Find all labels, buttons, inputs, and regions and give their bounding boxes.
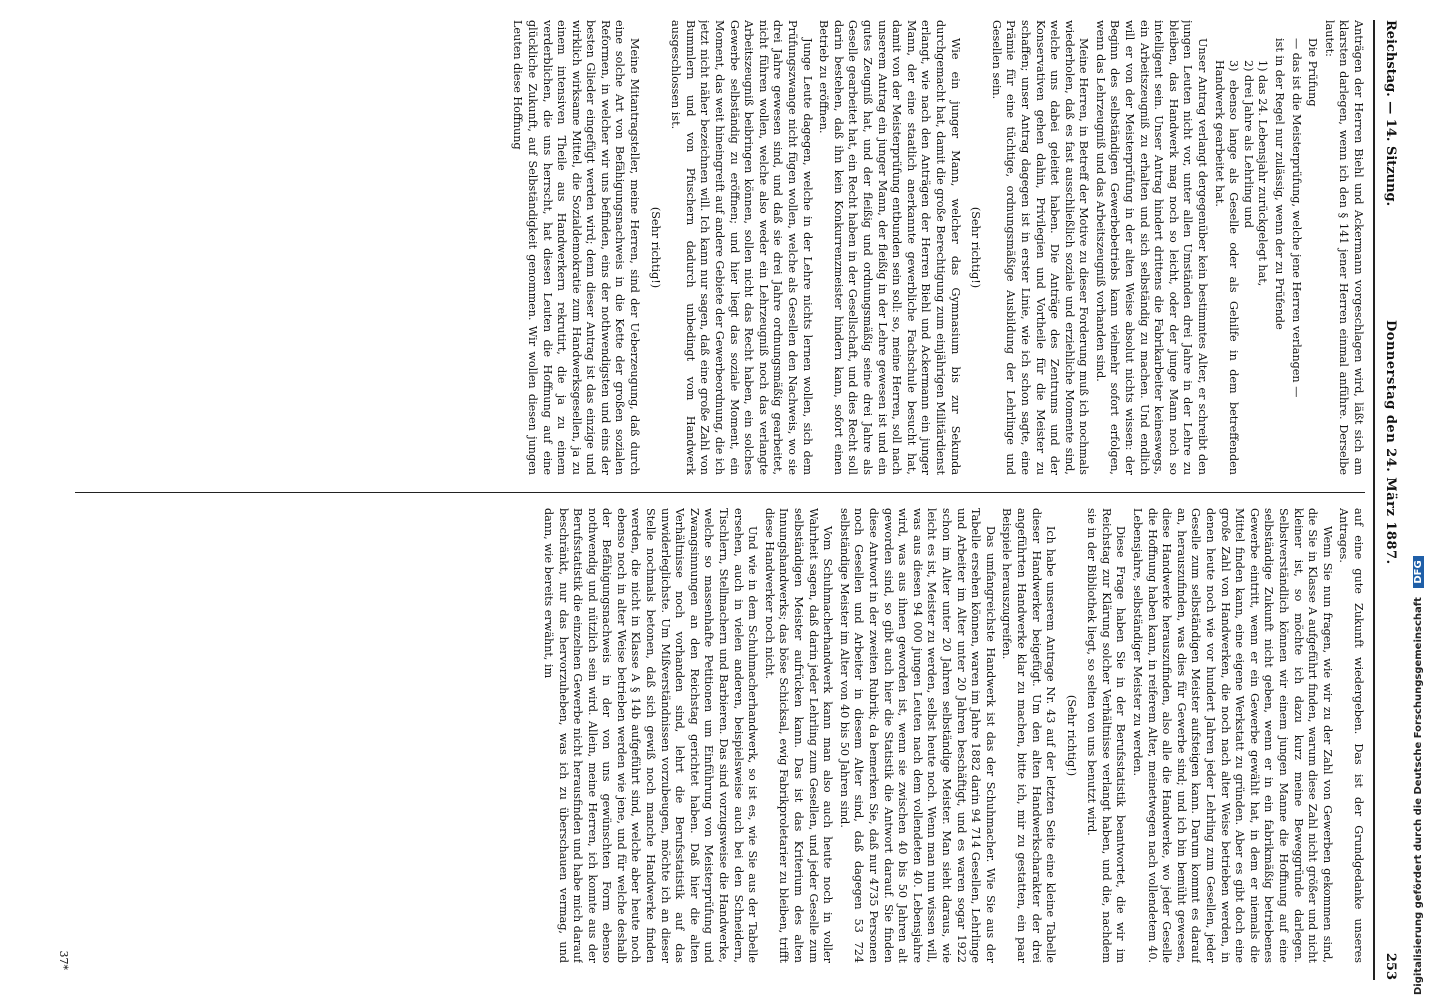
dfg-credit-text: Digitalisierung gefördert durch die Deutsche Forschungsgemeinschaft xyxy=(1413,597,1424,995)
dfg-logo: DFG xyxy=(1413,556,1424,587)
right-column xyxy=(75,508,1365,963)
list-item: 2) drei Jahre als Lehrling und xyxy=(1241,60,1255,228)
paragraph: auf eine gute Zukunft wiedergeben. Das ist der Grundgedanke unseres Antrages. xyxy=(1337,508,1365,963)
paragraph: Ich habe unserem Antrage Nr. 43 auf der letzten Seite eine kleine Tabelle dieser Handwerker beigefügt. Um den alten Handwerkscharakter der drei angeführten Handwerke klar zu machen, bitte ich, mir zu gestatten, ein paar Beispiele herauszugreifen. xyxy=(1000,508,1058,963)
left-column xyxy=(75,20,1365,475)
interjection: (Sehr richtig!) xyxy=(1064,694,1078,777)
running-header xyxy=(1373,20,1405,980)
list-item: 1) das 24. Lebensjahr zurückgelegt hat, xyxy=(1256,60,1270,287)
paragraph: Das umfangreichste Handwerk ist das der Schuhmacher. Wie Sie aus der Tabelle ersehen können, waren im Jahre 1882 darin 94 714 Gesellen, Lehrlinge und Arbeiter im Alter unter 20 Jahren beschäftigt, und es waren sogar 1922 schon im Alter unter 20 Jahren selbständige Meister. Man sieht daraus, wie leicht es ist, Meister zu werden, selbst heute noch. Wenn man nun wissen will, was aus diesen 94 000 jungen Leuten nach dem vollendeten 40. Lebensjahre wird, was aus ihnen geworden ist, wenn sie zwischen 40 bis 50 Jahren alt geworden sind, so gibt auch hier die Statistik die Antwort darauf. Sie finden diese Antwort in der zweiten Rubrik; da bemerken Sie, daß nur 4735 Personen noch Gesellen und Arbeiter in diesem Alter sind, daß dagegen 53 724 selbständige Meister im Alter von 40 bis 50 Jahren sind. xyxy=(837,508,997,963)
column-divider xyxy=(75,492,1365,493)
paragraph: Junge Leute dagegen, welche in der Lehre nichts lernen wollen, sich dem Prüfungszwange nicht fügen wollen, welche als Gesellen den Nachweis, wo sie drei Jahre gewesen sind, und daß sie drei Jahre ordnungsmäßig gearbeitet, nicht führen wollen, welche also weder ein Lehrzeugniß noch das verlangte Arbeitszeugniß beibringen können, sollen nicht das Recht haben, ein solches Gewerbe selbständig zu eröffnen; und hier liegt das soziale Moment, ein Moment, das weit hineingreift auf andere Gebiete der Gewerbeordnung, die ich jetzt nicht näher bezeichnen will. Ich kann nur sagen, daß eine große Zahl von Bummlern und von Pfuschern dadurch unbedingt vom Handwerk ausgeschlossen ist. xyxy=(669,20,814,475)
dfg-side-mark xyxy=(1413,5,1429,995)
numbered-list xyxy=(1211,20,1269,475)
header-session: Reichstag. — 14. Sitzung. xyxy=(1383,20,1398,207)
paragraph: Und wie in dem Schuhmacherhandwerk, so ist es, wie Sie aus der Tabelle ersehen, auch in vielen anderen, beispielsweise auch bei den Schneidern, Tischlern, Stellmachern und Barbieren. Das sind vorzugsweise die Handwerke, welche so massenhafte Petitionen um Einführung von Meisterprüfung und Zwangsinnungen an den Reichstag gerichtet haben. Daß hier die alten Verhältnisse noch vorhanden sind, lehrt die Berufsstatistik auf das unwiderleglichste. Um Mißverständnissen vorzubeugen, möchte ich an dieser Stelle nochmals betonen, daß sich gewiß noch manche Handwerke finden werden, die nicht in Klasse A § 14b aufgeführt sind, welche aber heute noch ebenso noch in alter Weise betrieben werden wie jene, und für welche deshalb der Befähigungsnachweis in der von uns gewünschten Form ebenso nothwendig und nützlich sein wird. Allein, meine Herren, ich konnte aus der Berufsstatistik die einzelnen Gewerbe nicht herausfinden und habe mich darauf beschränkt, nur das hervorzuheben, was ich zu überschauen vermag, und dann, wie bereits erwähnt, im xyxy=(541,508,760,963)
paragraph: Meine Herren, in Betreff der Motive zu dieser Forderung muß ich nochmals wiederholen, daß es fast ausschließlich soziale und erziehliche Momente sind, welche uns dabei geleitet haben. Die Anträge des Zentrums und der Konservativen gehen dahin, Privilegien und Vortheile für die Meister zu schaffen; unser Antrag dagegen ist in erster Linie, wie ich schon sagte, eine Prämie für eine tüchtige, ordnungsmäßige Ausbildung der Lehrlinge und Gesellen sein. xyxy=(989,20,1091,475)
list-item: 3) ebenso lange als Geselle oder als Gehilfe in dem betreffenden Handwerk gearbeitet hat. xyxy=(1212,60,1241,475)
paragraph: ist in der Regel nur zulässig, wenn der zu Prüfende xyxy=(1273,38,1287,330)
interjection: (Sehr richtig!) xyxy=(969,206,983,289)
paragraph: Anträgen der Herren Biehl und Ackermann vorgeschlagen wird, läßt sich am klarsten darlegen, wenn ich den § 141 jener Herren einmal anführe. Derselbe lautet: xyxy=(1322,20,1365,475)
page-number: 253 xyxy=(1383,952,1398,980)
paragraph: Vom Schuhmacherhandwerk kann man also auch heute noch in voller Wahrheit sagen, daß darin jeder Lehrling zum Gesellen, und jeder Geselle zum selbständigen Meister aufrücken kann. Das ist das Kriterium des alten Innungshandwerks; das böse Schicksal, ewig Fabrikproletarier zu bleiben, trifft diese Handwerker noch nicht. xyxy=(762,508,835,963)
signature-mark: 37* xyxy=(56,950,70,970)
paragraph: — das ist die Meisterprüfung, welche jene Herren verlangen — xyxy=(1289,38,1303,398)
paragraph: Die Prüfung xyxy=(1306,38,1320,107)
paragraph: Wie ein junger Mann, welcher das Gymnasium bis zur Sekunda durchgemacht hat, damit die große Berechtigung zum einjährigen Militärdienst erlangt, wie nach den Anträgen der Herren Biehl und Ackermann ein junger Mann, der eine staatlich anerkannte gewerbliche Fachschule besucht hat, damit von der Meisterprüfung entbunden sein soll: so, meine Herren, soll nach unserem Antrag ein junger Mann, der fleißig in der Lehre gewesen ist und ein gutes Zeugniß hat, und der fleißig und ordnungsmäßig seine drei Jahre als Geselle gearbeitet hat, ein Recht haben in der Gesellschaft, und dies Recht soll darin bestehen, daß ihn kein Konkurrenzmeister hindern kann, sofort einen Betrieb zu eröffnen. xyxy=(817,20,962,475)
interjection: (Sehr richtig!) xyxy=(648,206,662,289)
paragraph: Wenn Sie nun fragen, wie wir zu der Zahl von Gewerben gekommen sind, die Sie in Klasse A aufgeführt finden, warum diese Zahl nicht größer und nicht kleiner ist, so möchte ich dazu kurz meine Beweggründe darlegen. Selbstverständlich können wir einem jungen Manne die Hoffnung auf eine selbständige Zukunft nicht geben, wenn er in ein fabrikmäßig betriebenes Gewerbe eintritt, wenn er ein Gewerbe gewählt hat, in dem er niemals die Mittel finden kann, eine eigene Werkstatt zu gründen. Aber es gibt doch eine große Zahl von Handwerken, die noch nach alter Weise betrieben werden, in denen heute noch wie vor hundert Jahren jeder Lehrling zum Gesellen, jeder Geselle zum selbständigen Meister aufsteigen kann. Darum kommt es darauf an, herauszufinden, was dies für Gewerbe sind; und ich bin bemüht gewesen, diese Handwerke herauszufinden, also alle die Handwerke, wo jeder Geselle die Hoffnung haben kann, in reiferem Alter, meinetwegen nach vollendetem 40. Lebensjahre, selbständiger Meister zu werden. xyxy=(1131,508,1334,963)
paragraph: Unser Antrag verlangt dergegenüber kein bestimmtes Alter, er schreibt den jungen Leuten nicht vor, unter allen Umständen drei Jahre in der Lehre zu bleiben, das Handwerk mag noch so leicht, oder der junge Mann noch so intelligent sein. Unser Antrag hindert drittens die Fabrikarbeiter keineswegs, ein Arbeitszeugniß zu erhalten und sich selbständig zu machen. Und endlich will er von der Meisterprüfung in der alten Weise absolut nichts wissen: der Beginn des selbständigen Gewerbebetriebs kann vielmehr sofort erfolgen, wenn das Lehrzeugniß und das Arbeitszeugniß vorhanden sind. xyxy=(1093,20,1210,475)
rotated-page xyxy=(55,20,1405,980)
paragraph: Meine Mitantragsteller, meine Herren, sind der Ueberzeugung, daß durch eine solche Art von Befähigungsnachweis in die Kette der großen sozialen Reformen, in welcher wir uns befinden, eins der nothwendigsten und eins der besten Glieder eingefügt werden wird; denn dieser Antrag ist das einzige und wirklich wirksame Mittel, die Sozialdemokratie zum Handwerksgesellen, ja zu einem intensiven Theile aus Handwerkern rekrutirt, die ja zu einem verderblichen, die uns herrscht, hat diesen Leuten die Hoffnung auf eine glückliche Zukunft, auf Selbständigkeit genommen. Wir wollen diesen jungen Leuten diese Hoffnung xyxy=(511,20,642,475)
header-date: Donnerstag den 24. März 1887. xyxy=(1383,320,1398,565)
paragraph: Diese Frage haben Sie in der Berufsstatistik beantwortet, die wir im Reichstag zur Klärung solcher Verhältnisse verlangt haben, und die, nachdem sie in der Bibliothek liegt, so selten von uns benutzt wird. xyxy=(1085,508,1128,963)
